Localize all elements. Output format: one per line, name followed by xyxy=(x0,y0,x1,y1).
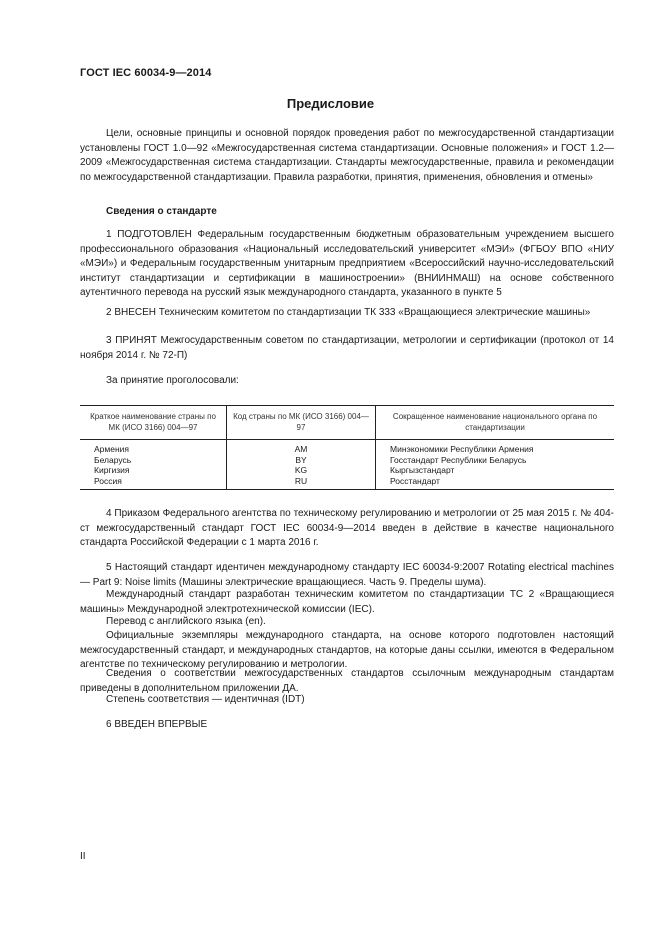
page-title: Предисловие xyxy=(286,96,375,111)
item-1: 1 ПОДГОТОВЛЕН Федеральным государственным бюджетным образовательным учреждением высшего профессионального образования «Национальный исследовательский университет «МЭИ» (ФГБОУ ВПО «НИУ «МЭИ») и Федеральным государственным унитарным предприятием «Всероссийский научно-исследовательский институт стандартизации и сертификации в машиностроении» (ВНИИНМАШ) на основе собственного аутентичного перевода на русский язык международного стандарта, указанного в пункте 5 xyxy=(80,229,614,299)
table-cell-country: Киргизия xyxy=(94,465,130,475)
item-4: 4 Приказом Федерального агентства по техническому регулированию и метрологии от 25 мая 2015 г. № 404-ст межгосударственный стандарт ГОСТ IEC 60034-9—2014 введен в действие в качестве национального стандарта Российской Федерации с 1 марта 2016 г. xyxy=(80,508,614,549)
table-cell-country: Армения xyxy=(94,444,130,454)
table-cell-code: BY xyxy=(227,455,376,466)
item-3: 3 ПРИНЯТ Межгосударственным советом по стандартизации, метрологии и сертификации (протокол от 14 ноября 2014 г. № 72-П) xyxy=(80,335,614,361)
table-row xyxy=(80,440,614,455)
table-header: Сокращенное наименование национального органа по стандартизации xyxy=(376,406,615,440)
table-cell-code: KG xyxy=(227,465,376,476)
intro-paragraph: Цели, основные принципы и основной порядок проведения работ по межгосударственной стандартизации установлены ГОСТ 1.0—92 «Межгосударственная система стандартизации. Основные положения» и ГОСТ 1.2—2009 «Межгосударственная система стандартизации. Стандарты межгосударственные, правила и рекомендации по межгосударственной стандартизации. Правила разработки, принятия, применения, обновления и отмены» xyxy=(80,128,614,183)
table-header-row xyxy=(80,406,614,440)
table-cell-code: RU xyxy=(227,476,376,490)
item-5: 5 Настоящий стандарт идентичен международному стандарту IEC 60034-9:2007 Rotating electrical machines — Part 9: Noise limits (Машины электрические вращающиеся. Часть 9. Пределы шума). xyxy=(80,562,614,588)
page-number: II xyxy=(80,851,86,862)
item-5-paragraph: Официальные экземпляры международного стандарта, на основе которого подготовлен настоящий межгосударственный стандарт, и международных стандартов, на которые даны ссылки, имеются в Федеральном агентстве по техническому регулированию и метрологии. xyxy=(80,630,614,671)
standard-code: ГОСТ IEC 60034-9—2014 xyxy=(80,67,212,79)
section-heading: Сведения о стандарте xyxy=(106,206,217,217)
table-cell-code: AM xyxy=(227,440,376,455)
table-row xyxy=(80,465,614,476)
table-header: Код страны по МК (ИСО 3166) 004—97 xyxy=(227,406,376,440)
item-6: 6 ВВЕДЕН ВПЕРВЫЕ xyxy=(106,719,208,730)
item-5-paragraph: Сведения о соответствии межгосударственных стандартов ссылочным международным стандартам приведены в дополнительном приложении ДА. xyxy=(80,668,614,694)
item-5-paragraph: Международный стандарт разработан техническим комитетом по стандартизации ТС 2 «Вращающиеся машины» Международной электротехнической комиссии (IEC). xyxy=(80,589,614,615)
table-cell-body: Госстандарт Республики Беларусь xyxy=(376,455,615,466)
item-2: 2 ВНЕСЕН Техническим комитетом по стандартизации ТК 333 «Вращающиеся электрические машины» xyxy=(106,307,591,318)
voted-label: За принятие проголосовали: xyxy=(106,375,239,386)
table-row xyxy=(80,455,614,466)
table-cell-body: Росстандарт xyxy=(376,476,615,490)
table-cell-country: Россия xyxy=(80,476,227,490)
item-5-paragraph: Степень соответствия — идентичная (IDT) xyxy=(106,694,305,705)
table-cell-body: Минэкономики Республики Армения xyxy=(376,440,615,455)
table-header: Краткое наименование страны по МК (ИСО 3166) 004—97 xyxy=(80,406,227,440)
table-cell-body: Кыргызстандарт xyxy=(376,465,615,476)
table-row xyxy=(80,476,614,490)
item-5-paragraph: Перевод с английского языка (en). xyxy=(106,616,266,627)
votes-table xyxy=(80,405,614,490)
table-cell-country: Беларусь xyxy=(94,454,132,465)
